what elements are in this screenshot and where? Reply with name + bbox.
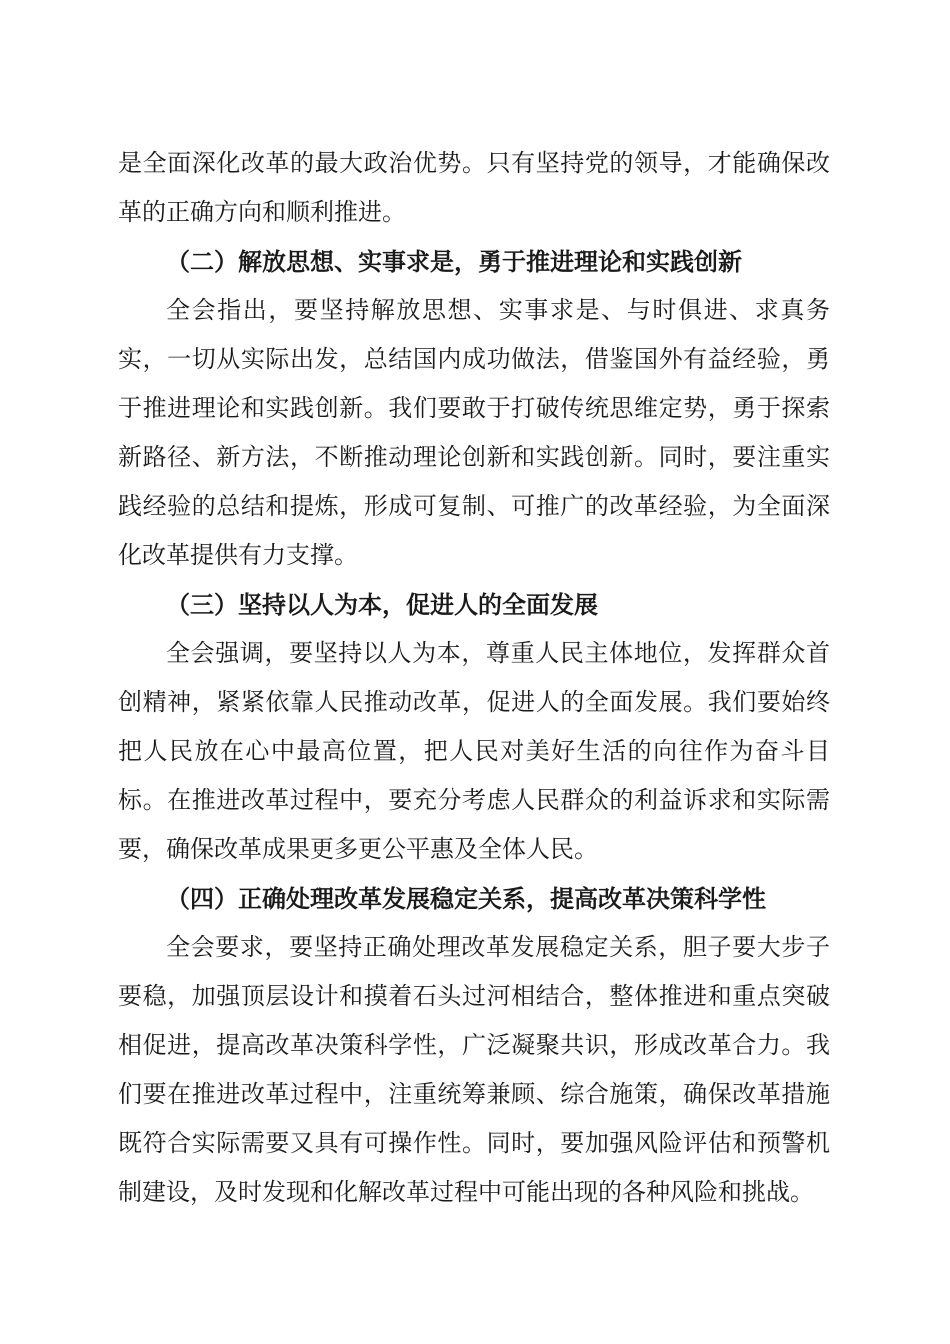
section-heading-3: （三）坚持以人为本，促进人的全面发展 <box>166 590 598 619</box>
paragraph-section-2: 全会指出，要坚持解放思想、实事求是、与时俱进、求真务实，一切从实际出发，总结国内成功做法，借鉴国外有益经验，勇于推进理论和实践创新。我们要敢于打破传统思维定势，勇于探索新路径、新方法，不断推动理论创新和实践创新。同时，要注重实践经验的总结和提炼，形成可复制、可推广的改革经验，为全面深化改革提供有力支撑。 <box>118 296 830 569</box>
paragraph-continuation: 是全面深化改革的最大政治优势。只有坚持党的领导，才能确保改革的正确方向和顺利推进。 <box>118 149 830 226</box>
paragraph-section-4: 全会要求，要坚持正确处理改革发展稳定关系，胆子要大步子要稳，加强顶层设计和摸着石头过河相结合，整体推进和重点突破相促进，提高改革决策科学性，广泛凝聚共识，形成改革合力。我们要在推进改革过程中，注重统筹兼顾、综合施策，确保改革措施既符合实际需要又具有可操作性。同时，要加强风险评估和预警机制建设，及时发现和化解改革过程中可能出现的各种风险和挑战。 <box>118 933 830 1206</box>
paragraph-section-3: 全会强调，要坚持以人为本，尊重人民主体地位，发挥群众首创精神，紧紧依靠人民推动改革，促进人的全面发展。我们要始终把人民放在心中最高位置，把人民对美好生活的向往作为奋斗目标。在推进改革过程中，要充分考虑人民群众的利益诉求和实际需要，确保改革成果更多更公平惠及全体人民。 <box>118 639 830 863</box>
section-heading-2: （二）解放思想、实事求是，勇于推进理论和实践创新 <box>166 247 742 276</box>
document-body <box>118 139 830 1217</box>
section-heading-4: （四）正确处理改革发展稳定关系，提高改革决策科学性 <box>166 884 766 913</box>
